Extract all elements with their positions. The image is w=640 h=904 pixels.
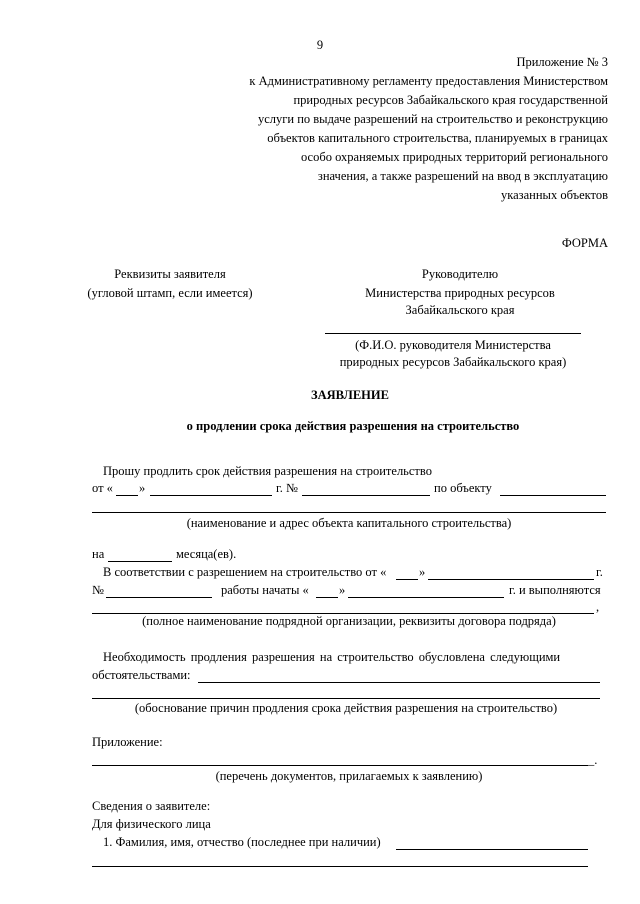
appendix-line: к Административному регламенту предоставления Министерством — [249, 74, 608, 88]
appendix-line: особо охраняемых природных территорий регионального — [300, 150, 608, 164]
applicant-requisites-label: Реквизиты заявителя — [114, 267, 226, 281]
object-field-continuation[interactable] — [92, 512, 606, 513]
body-text: обстоятельствами: — [92, 668, 191, 682]
body-text: по объекту — [434, 481, 492, 495]
body-text: Необходимость продления разрешения на строительство обусловлена следующими — [103, 650, 561, 664]
body-text: , — [596, 600, 600, 614]
months-field[interactable] — [108, 561, 172, 562]
appendix-line: объектов капитального строительства, планируемых в границах — [267, 131, 608, 145]
body-text: работы начаты « — [221, 583, 309, 597]
body-text: » — [419, 565, 426, 579]
individual-heading: Для физического лица — [92, 817, 211, 831]
doc-title: ЗАЯВЛЕНИЕ — [311, 388, 389, 402]
addressee-line: Забайкальского края — [405, 303, 515, 317]
body-text: г. и выполняются — [509, 583, 601, 597]
body-text: В соответствии с разрешением на строительство от « — [103, 565, 387, 579]
body-text: » — [339, 583, 346, 597]
page-number: 9 — [316, 38, 324, 52]
permit-date-field-2[interactable] — [428, 579, 594, 580]
addressee-hint: природных ресурсов Забайкальского края) — [339, 355, 567, 369]
attachment-hint: (перечень документов, прилагаемых к заявлению) — [215, 769, 483, 783]
appendix-line: услуги по выдаче разрешений на строительство и реконструкцию — [257, 112, 608, 126]
body-text: г. № — [276, 481, 298, 495]
work-start-date-field[interactable] — [348, 597, 504, 598]
body-text: месяца(ев). — [176, 547, 237, 561]
attachment-label: Приложение: — [92, 735, 163, 749]
body-text: от « — [92, 481, 113, 495]
body-text: № — [92, 583, 104, 597]
contractor-hint: (полное наименование подрядной организации, реквизиты договора подряда) — [142, 614, 556, 628]
body-text: г. — [596, 565, 603, 579]
appendix-line: значения, а также разрешений на ввод в эксплуатацию — [317, 169, 608, 183]
body-text: на — [92, 547, 105, 561]
permit-number-field-2[interactable] — [106, 597, 212, 598]
addressee-hint: (Ф.И.О. руководителя Министерства — [355, 338, 551, 352]
reason-field-continuation[interactable] — [92, 698, 600, 699]
reason-hint: (обоснование причин продления срока действия разрешения на строительство) — [134, 701, 558, 715]
form-label: ФОРМА — [561, 236, 608, 250]
appendix-line: природных ресурсов Забайкальского края государственной — [293, 93, 608, 107]
permit-date-field[interactable] — [150, 495, 272, 496]
fio-field-continuation[interactable] — [92, 866, 588, 867]
addressee-name-field[interactable] — [325, 333, 581, 334]
body-text: _. — [588, 753, 598, 767]
applicant-requisites-hint: (угловой штамп, если имеется) — [87, 286, 253, 300]
permit-number-field[interactable] — [302, 495, 430, 496]
addressee-line: Руководителю — [421, 267, 499, 281]
appendix-line: указанных объектов — [501, 188, 608, 202]
reason-field[interactable] — [198, 682, 600, 683]
addressee-line: Министерства природных ресурсов — [365, 286, 555, 300]
object-hint: (наименование и адрес объекта капитального строительства) — [186, 516, 512, 530]
permit-day-field-2[interactable] — [396, 579, 418, 580]
body-text: » — [139, 481, 146, 495]
permit-day-field[interactable] — [116, 495, 138, 496]
fio-item-label: 1. Фамилия, имя, отчество (последнее при наличии) — [103, 835, 381, 849]
attachment-field[interactable] — [92, 765, 588, 766]
body-text: Прошу продлить срок действия разрешения на строительство — [103, 464, 432, 478]
doc-subtitle: о продлении срока действия разрешения на строительство — [186, 419, 520, 433]
fio-field[interactable] — [396, 849, 588, 850]
work-start-day-field[interactable] — [316, 597, 338, 598]
applicant-info-heading: Сведения о заявителе: — [92, 799, 211, 813]
appendix-title: Приложение № 3 — [516, 55, 608, 69]
object-field[interactable] — [500, 495, 606, 496]
